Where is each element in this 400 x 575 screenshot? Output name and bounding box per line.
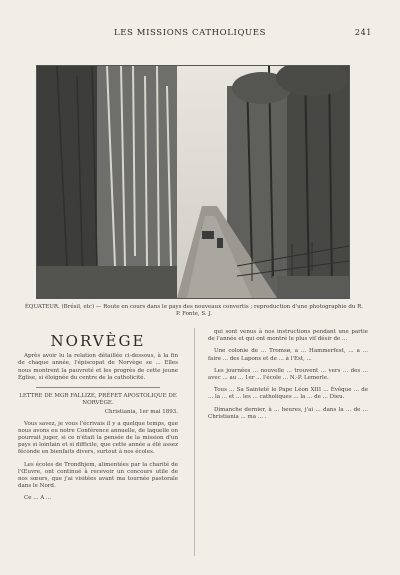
body-paragraph: Ce ... A ...: [24, 495, 52, 502]
right-column: [208, 329, 368, 426]
photo-caption: ÉQUATEUR. (Brésil, etc) — Route en cours dans le pays des nouveaux convertis ; reproduction d'une photographie du R. P. Fonte, S. J.: [24, 304, 364, 317]
body-paragraph: Les écoles de Trondhjem, alimentées par la charité de l'Œuvre, ont continué à recevoir un concours utile de nos sœurs, que j'ai visitées avant ma tournée pastorale dans le Nord.: [18, 461, 178, 490]
body-paragraph: Les journées ... nouvelle ... trouvent ... vers ... des ... avec ... au ... 1er ... l'école ... N.-P. Lemerle.: [208, 367, 368, 382]
divider: [36, 387, 160, 388]
intro-paragraph: Après avoir lu la relation détaillée ci-dessous, à la fin de chaque année, l'épiscopat de Norvège se ... Elles nous montrent la pauvreté et les progrès de cette jeune Église, si éloignée du centre de la catholicité.: [18, 353, 178, 381]
section-title: NORVÈGE: [50, 332, 146, 350]
running-header: [18, 28, 372, 42]
page: [18, 28, 372, 558]
dateline: Christiania, 1er mai 1893.: [104, 409, 178, 416]
forest-road-photograph: [36, 65, 350, 299]
photograph-illustration: [37, 66, 349, 298]
letter-heading: LETTRE DE MGR FALLIZE, PRÉFET APOSTOLIQUE DE NORVÈGE.: [19, 393, 177, 407]
left-column: [18, 328, 178, 508]
body-paragraph: qui sont venus à nos instructions pendant une partie de l'année et qui ont montré le plus vif désir de ...: [208, 329, 368, 343]
body-paragraph: Dimanche dernier, à ... heures, j'ai ... dans la ... de ... Christiania ... ma ... .: [208, 406, 368, 420]
body-paragraph: Une colonie de ... Tromsø, a ... Hammerfest, ... a ... faire ... des Lapons et de ... à l'Est, ...: [208, 348, 368, 362]
column-gutter: [194, 328, 195, 556]
page-number: 241: [354, 28, 372, 37]
body-paragraph: Tous ... Sa Sainteté le Pape Léon XIII ... Évêque ... de ... la ... et ... les ... catholiques ... la ... de ... Dieu.: [208, 387, 368, 401]
journal-title: LES MISSIONS CATHOLIQUES: [114, 28, 267, 38]
body-paragraph: Vous savez, je vous l'écrivais il y a quelque temps, que nous avons eu notre Conférence annuelle, de laquelle on pourrait juger, si ce n'était la pensée de la mission d'un pays si lointain et si difficile, que cette année a été assez féconde en bienfaits divers, surtout à nos écoles.: [18, 420, 178, 456]
